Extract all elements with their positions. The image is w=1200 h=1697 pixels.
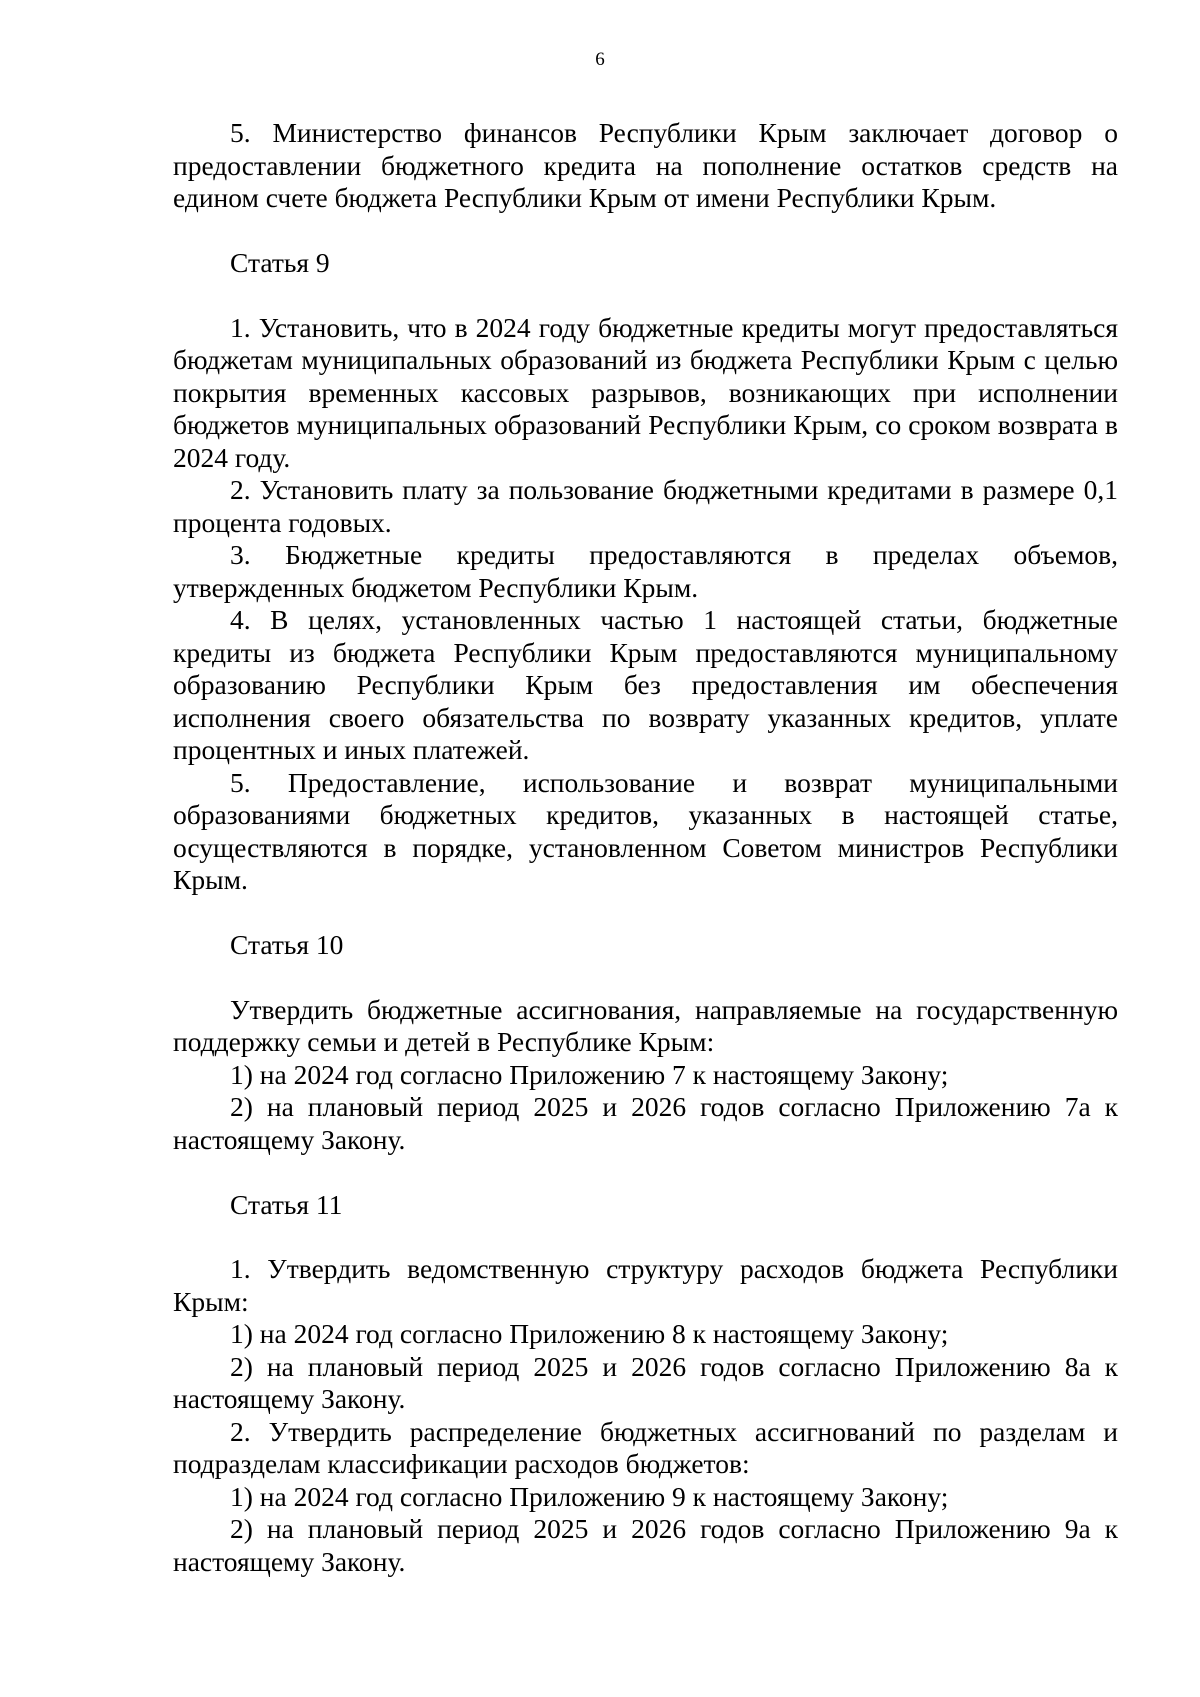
article-11-item-2-sub-1: 1) на 2024 год согласно Приложению 9 к настоящему Закону; [230,1480,949,1512]
page-number: 6 [595,49,605,70]
spacer [173,1221,1118,1253]
article-10-title: Статья 10 [230,929,344,960]
article-9-item-2: 2. Установить плату за пользование бюджетными кредитами в размере 0,1 процента годовых. [173,474,1118,538]
spacer [173,962,1118,994]
article-10-intro: Утвердить бюджетные ассигнования, направляемые на государственную поддержку семьи и детей в Республике Крым: [173,993,1118,1057]
article-11-item-2: 2. Утвердить распределение бюджетных ассигнований по разделам и подразделам классификации расходов бюджетов: [173,1415,1118,1479]
article-9-item-4: 4. В целях, установленных частью 1 настоящей статьи, бюджетные кредиты из бюджета Республики Крым предоставляются муниципальному образованию Республики Крым без предоставления им обеспечения исполнения своего обязательства по возврату указанных кредитов, уплате процентных и иных платежей. [173,604,1118,765]
article-9-item-5: 5. Предоставление, использование и возврат муниципальными образованиями бюджетных кредитов, указанных в настоящей статье, осуществляются в порядке, установленном Советом министров Республики Крым. [173,766,1118,895]
paragraph-intro-item-5: 5. Министерство финансов Республики Крым заключает договор о предоставлении бюджетного кредита на пополнение остатков средств на едином счете бюджета Республики Крым от имени Республики Крым. [173,117,1118,213]
article-11-item-1-sub-2: 2) на плановый период 2025 и 2026 годов согласно Приложению 8а к настоящему Закону. [173,1350,1118,1414]
article-9-item-3: 3. Бюджетные кредиты предоставляются в пределах объемов, утвержденных бюджетом Республики Крым. [173,539,1118,603]
spacer [173,1156,1118,1189]
article-11-item-1-sub-1: 1) на 2024 год согласно Приложению 8 к настоящему Закону; [230,1318,949,1349]
spacer [173,215,1118,248]
article-11-item-2-sub-2: 2) на плановый период 2025 и 2026 годов согласно Приложению 9а к настоящему Закону. [173,1513,1118,1577]
article-10-item-2: 2) на плановый период 2025 и 2026 годов согласно Приложению 7а к настоящему Закону. [173,1091,1118,1155]
article-9-title: Статья 9 [230,247,330,278]
article-9-item-1: 1. Установить, что в 2024 году бюджетные кредиты могут предоставляться бюджетам муниципальных образований из бюджета Республики Крым с целью покрытия временных кассовых разрывов, возникающих при исполнении бюджетов муниципальных образований Республики Крым, со сроком возврата в 2024 году. [173,311,1118,473]
spacer [173,280,1118,312]
article-11-title: Статья 11 [230,1188,343,1220]
spacer [173,897,1118,930]
article-10-item-1: 1) на 2024 год согласно Приложению 7 к настоящему Закону; [230,1058,949,1090]
document-body [173,117,1118,1578]
article-11-item-1: 1. Утвердить ведомственную структуру расходов бюджета Республики Крым: [173,1253,1118,1317]
